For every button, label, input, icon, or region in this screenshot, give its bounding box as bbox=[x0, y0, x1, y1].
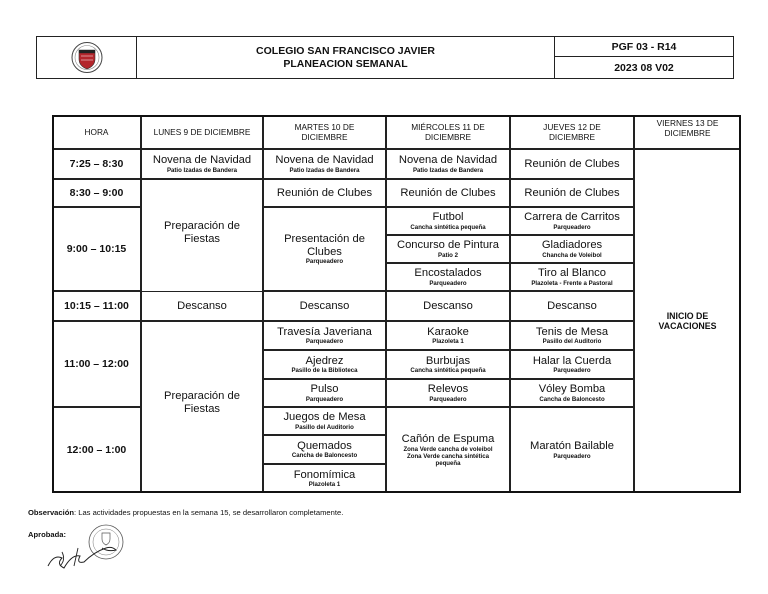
activity-cell bbox=[141, 291, 263, 321]
activity-cell bbox=[386, 149, 510, 179]
activity-name: Reunión de Clubes bbox=[524, 157, 620, 170]
activity-location: Patio 2 bbox=[438, 251, 458, 259]
activity-name: Burbujas bbox=[425, 354, 471, 367]
activity-cell bbox=[263, 407, 386, 435]
activity-location: Parqueadero bbox=[305, 338, 344, 346]
activity-cell bbox=[263, 350, 386, 379]
activity-name: Quemados bbox=[297, 439, 352, 452]
activity-location: Plazoleta 1 bbox=[432, 338, 464, 346]
activity-location: Parqueadero bbox=[305, 258, 344, 265]
activity-cell bbox=[263, 321, 386, 350]
activity-name: Preparación de Fiestas bbox=[164, 390, 240, 415]
activity-name: Novena de Navidad bbox=[398, 154, 498, 167]
activity-name: Concurso de Pintura bbox=[397, 239, 499, 252]
activity-location: Parqueadero bbox=[553, 452, 591, 460]
activity-name: Presentación de Clubes bbox=[284, 233, 365, 258]
column-header-monday: LUNES 9 DE DICIEMBRE bbox=[141, 115, 263, 149]
activity-cell bbox=[386, 179, 510, 207]
activity-cell bbox=[386, 263, 510, 291]
activity-cell bbox=[386, 207, 510, 235]
activity-name: Relevos bbox=[427, 383, 469, 396]
logo-cell bbox=[37, 37, 137, 78]
column-header-wednesday: MIÉRCOLES 11 DE DICIEMBRE bbox=[386, 115, 510, 149]
activity-location: Plazoleta - Frente a Pastoral bbox=[531, 279, 613, 287]
title-cell bbox=[137, 37, 555, 78]
activity-name: Maratón Bailable bbox=[530, 440, 614, 453]
activity-location: Patio Izadas de Bandera bbox=[166, 166, 238, 174]
activity-cell bbox=[510, 407, 634, 493]
activity-cell bbox=[263, 207, 386, 291]
activity-cell bbox=[263, 435, 386, 464]
activity-location: Parqueadero bbox=[429, 279, 467, 287]
activity-cell bbox=[386, 321, 510, 350]
activity-name: Travesía Javeriana bbox=[277, 325, 372, 338]
column-header-friday: VIERNES 13 DE DICIEMBRE bbox=[634, 115, 741, 149]
activity-location: Parqueadero bbox=[429, 395, 467, 403]
activity-name: Reunión de Clubes bbox=[276, 186, 373, 199]
column-header-tuesday: MARTES 10 DE DICIEMBRE bbox=[263, 115, 386, 149]
weekly-schedule-table bbox=[52, 115, 741, 493]
school-crest-icon bbox=[37, 37, 137, 78]
activity-name: Novena de Navidad bbox=[275, 154, 374, 167]
activity-location: Parqueadero bbox=[553, 367, 591, 375]
activity-name: Gladiadores bbox=[541, 239, 603, 252]
activity-location: Plazoleta 1 bbox=[308, 481, 341, 489]
activity-location: Pasillo del Auditorio bbox=[542, 338, 602, 346]
activity-cell bbox=[263, 379, 386, 407]
activity-location: Cancha de Baloncesto bbox=[539, 395, 605, 403]
activity-location: Cancha sintética pequeña bbox=[410, 223, 486, 231]
activity-location: Chancha de Voleibol bbox=[542, 251, 602, 259]
observation-label: Observación bbox=[28, 508, 75, 517]
activity-name: Pulso bbox=[310, 383, 339, 396]
activity-cell bbox=[386, 407, 510, 493]
activity-name: Ajedrez bbox=[305, 354, 344, 367]
activity-cell bbox=[386, 379, 510, 407]
document-title: PLANEACION SEMANAL bbox=[283, 57, 408, 70]
activity-cell bbox=[510, 235, 634, 263]
activity-name: Tiro al Blanco bbox=[538, 267, 606, 280]
activity-cell bbox=[263, 464, 386, 493]
time-slot: 11:00 – 12:00 bbox=[52, 321, 141, 407]
activity-cell bbox=[141, 149, 263, 179]
activity-location: Cancha de Baloncesto bbox=[291, 452, 358, 460]
observation-text: : Las actividades propuestas en la semana 15, se desarrollaron completamente. bbox=[74, 508, 344, 517]
activity-location: Parqueadero bbox=[305, 395, 344, 403]
activity-cell bbox=[263, 291, 386, 321]
activity-name: Fonomímica bbox=[293, 468, 356, 481]
signature-stamp-icon bbox=[44, 522, 134, 572]
activity-cell bbox=[141, 321, 263, 493]
activity-name: Halar la Cuerda bbox=[532, 354, 612, 367]
activity-cell bbox=[141, 179, 263, 291]
activity-name: Reunión de Clubes bbox=[524, 186, 620, 199]
activity-cell bbox=[263, 179, 386, 207]
activity-cell bbox=[386, 350, 510, 379]
activity-location: Parqueadero bbox=[553, 223, 591, 231]
activity-name: Descanso bbox=[299, 299, 350, 312]
activity-name: Tenis de Mesa bbox=[535, 325, 609, 338]
activity-cell bbox=[634, 149, 741, 493]
activity-location: Patio Izadas de Bandera bbox=[289, 166, 360, 174]
activity-name: Vóley Bomba bbox=[538, 383, 606, 396]
activity-cell bbox=[510, 291, 634, 321]
activity-name: Descanso bbox=[177, 299, 227, 312]
time-slot: 10:15 – 11:00 bbox=[52, 291, 141, 321]
time-slot: 7:25 – 8:30 bbox=[52, 149, 141, 179]
time-slot: 12:00 – 1:00 bbox=[52, 407, 141, 493]
activity-name: Descanso bbox=[423, 299, 473, 312]
activity-name: Juegos de Mesa bbox=[283, 411, 366, 424]
activity-name: Cañón de Espuma bbox=[401, 433, 495, 446]
activity-cell bbox=[510, 379, 634, 407]
activity-cell bbox=[386, 291, 510, 321]
activity-cell bbox=[510, 207, 634, 235]
document-version: 2023 08 V02 bbox=[614, 62, 674, 74]
activity-location: Pasillo de la Biblioteca bbox=[291, 367, 358, 375]
approved-label: Aprobada: bbox=[28, 530, 66, 539]
activity-cell bbox=[510, 149, 634, 179]
activity-cell bbox=[510, 179, 634, 207]
time-slot: 9:00 – 10:15 bbox=[52, 207, 141, 291]
activity-cell bbox=[510, 321, 634, 350]
activity-cell bbox=[510, 263, 634, 291]
vacation-label: INICIO DE VACACIONES bbox=[658, 310, 717, 331]
document-header bbox=[36, 36, 734, 79]
activity-name: Reunión de Clubes bbox=[400, 186, 496, 199]
activity-name: Novena de Navidad bbox=[152, 154, 252, 167]
activity-location: Zona Verde cancha de voleibol bbox=[403, 445, 493, 453]
time-slot: 8:30 – 9:00 bbox=[52, 179, 141, 207]
activity-location: Pasillo del Auditorio bbox=[295, 423, 354, 431]
activity-cell bbox=[510, 350, 634, 379]
activity-location: Zona Verde cancha sintética pequeña bbox=[407, 452, 489, 467]
activity-location: Patio Izadas de Bandera bbox=[412, 166, 484, 174]
activity-name: Descanso bbox=[547, 299, 597, 312]
activity-name: Karaoke bbox=[427, 325, 469, 338]
activity-cell bbox=[386, 235, 510, 263]
activity-name: Preparación de Fiestas bbox=[164, 220, 240, 245]
document-code: PGF 03 - R14 bbox=[555, 37, 733, 57]
column-header-hora: HORA bbox=[52, 115, 141, 149]
school-name: COLEGIO SAN FRANCISCO JAVIER bbox=[256, 44, 435, 57]
activity-name: Futbol bbox=[432, 211, 464, 224]
activity-location: Cancha sintética pequeña bbox=[410, 367, 486, 375]
activity-cell bbox=[263, 149, 386, 179]
activity-name: Carrera de Carritos bbox=[524, 211, 620, 224]
column-header-thursday: JUEVES 12 DE DICIEMBRE bbox=[510, 115, 634, 149]
observation-note bbox=[28, 508, 343, 517]
activity-name: Encostalados bbox=[414, 267, 482, 280]
